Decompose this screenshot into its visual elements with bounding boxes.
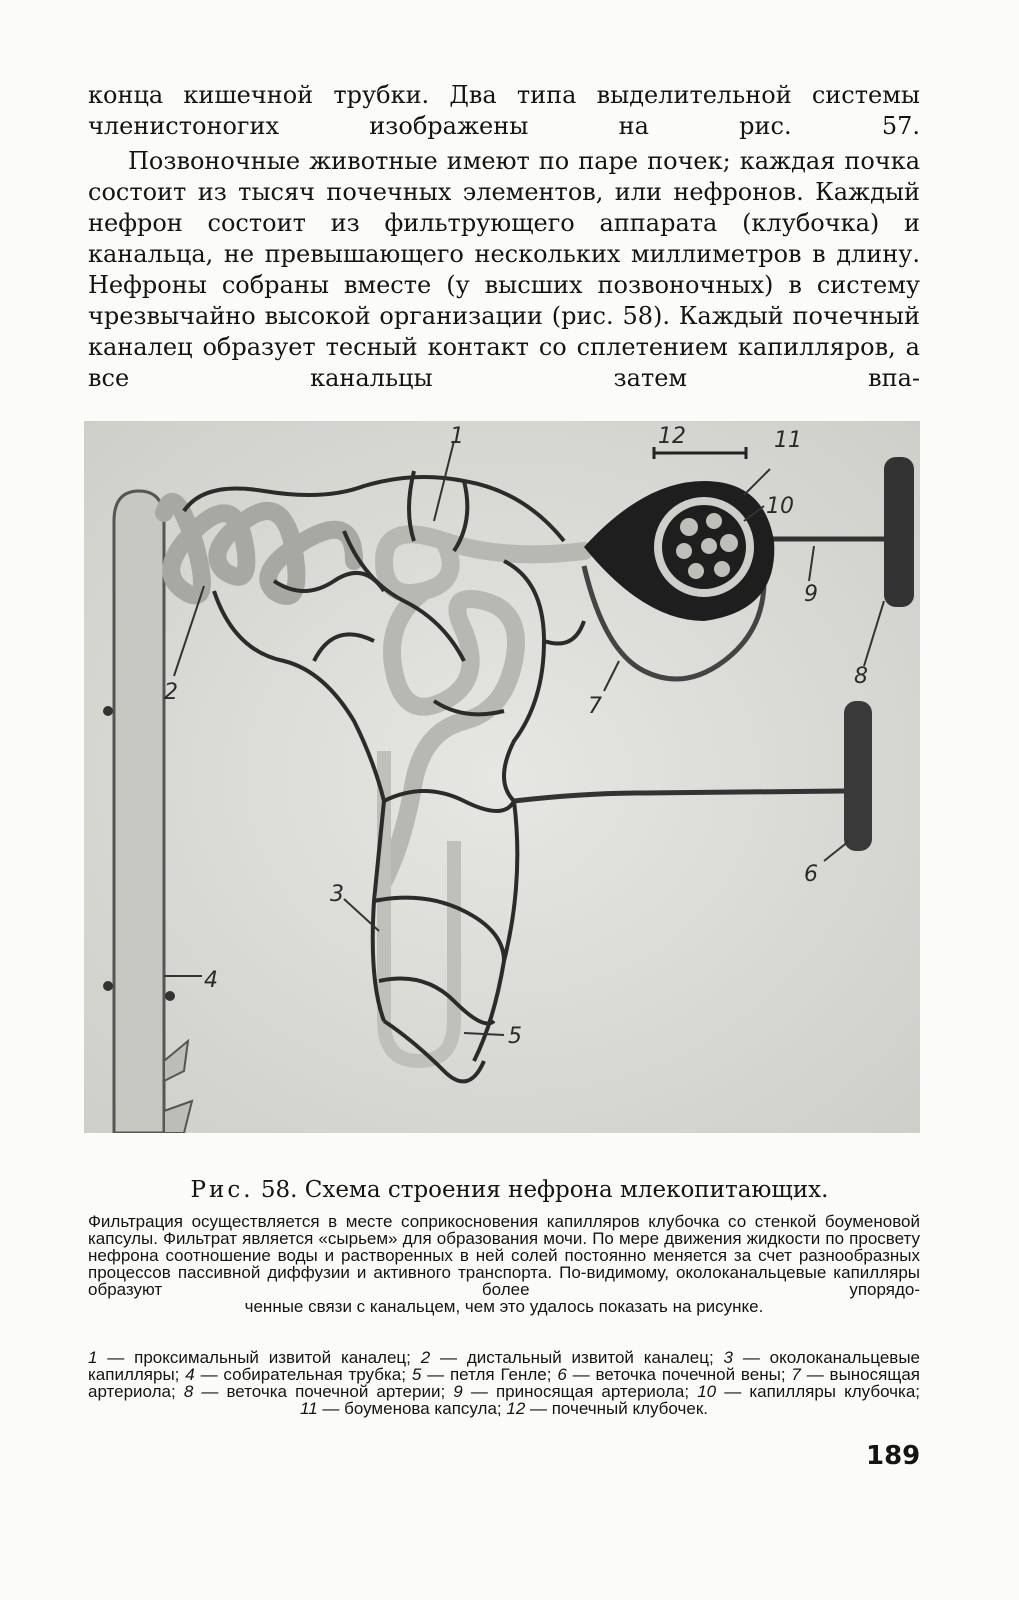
figure-label-8: 8 (854, 664, 868, 689)
nephron-illustration (84, 421, 920, 1133)
caption-title-text: 58. Схема строения нефрона млекопитающих. (260, 1177, 829, 1203)
legend-item-text: — капилляры клубочка; (716, 1382, 920, 1401)
legend-item-text: — петля Генле; (421, 1365, 558, 1384)
figure-legend (88, 1349, 920, 1417)
figure-label-4: 4 (204, 968, 218, 993)
legend-item-text: — боуменова капсула; (317, 1399, 507, 1418)
legend-item-number: 5 (411, 1365, 422, 1384)
figure-label-11: 11 (774, 428, 802, 453)
legend-item-text: — веточка почечной вены; (566, 1365, 792, 1384)
legend-item-number: 1 (88, 1348, 98, 1367)
legend-item-number: 3 (723, 1348, 733, 1367)
legend-item (506, 1399, 708, 1418)
figure-label-10: 10 (766, 494, 794, 519)
figure-label-1: 1 (450, 424, 464, 449)
caption-prefix: Рис. (190, 1177, 254, 1203)
caption-body-text: Фильтрация осуществляется в месте соприкосновения капилляров клубочка со стенкой боуменовой капсулы. Фильтрат является «сырьем» для образования мочи. По мере движения жидкости по просвету нефрона соотношение воды и растворенных в ней солей постоянно меняется за счет разнообразных процессов пассивной диффузии и активного транспорта. По-видимому, околоканальцевые капилляры образуют более упорядо- (88, 1212, 920, 1299)
legend-item-number: 11 (300, 1399, 318, 1418)
legend-item-number: 7 (791, 1365, 801, 1384)
paragraph-2: Позвоночные животные имеют по паре почек; каждая почка состоит из тысяч почечных элементов, или нефронов. Каждый нефрон состоит из фильтрующего аппарата (клубочка) и канальца, не превышающего нескольких миллиметров в длину. Нефроны собраны вместе (у высших позвоночных) в систему чрезвычайно высокой организации (рис. 58). Каждый почечный каналец образует тесный контакт со сплетением капилляров, а все канальцы затем впа- (88, 147, 920, 392)
figure-label-3: 3 (330, 882, 344, 907)
legend-item (697, 1382, 920, 1401)
legend-item-text: — проксимальный извитой каналец; (97, 1348, 421, 1367)
legend-item-text: — дистальный извитой каналец; (430, 1348, 724, 1367)
legend-item-number: 12 (506, 1399, 526, 1418)
legend-item-text: — приносящая артериола; (462, 1382, 698, 1401)
legend-item-number: 6 (557, 1365, 567, 1384)
caption-body-last-line: ченные связи с канальцем, чем это удалось показать на рисунке. (244, 1297, 764, 1316)
page-number: 189 (866, 1441, 921, 1471)
legend-main (88, 1348, 920, 1401)
collecting-duct (114, 491, 164, 1133)
legend-item-text: — выносящая артериола; (88, 1365, 920, 1401)
paragraph-1: конца кишечной трубки. Два типа выделительной системы членистоногих изображены на рис. 57. (88, 81, 920, 140)
legend-item-text: — собирательная трубка; (194, 1365, 412, 1384)
figure-label-12: 12 (658, 424, 686, 449)
figure-label-6: 6 (804, 862, 818, 887)
figure-caption-body (88, 1213, 920, 1315)
figure-label-9: 9 (804, 582, 818, 607)
legend-item-number: 8 (183, 1382, 194, 1401)
figure-label-7: 7 (588, 694, 602, 719)
legend-item-number: 9 (453, 1382, 463, 1401)
legend-item-number: 4 (185, 1365, 195, 1384)
legend-item-text: — околоканальцевые капилляры; (88, 1348, 920, 1384)
legend-item-number: 2 (420, 1348, 431, 1367)
legend-item (300, 1399, 506, 1418)
figure-caption-title (0, 1177, 1019, 1203)
legend-last-line (88, 1400, 920, 1417)
nephron-figure (84, 421, 920, 1133)
figure-label-5: 5 (508, 1024, 522, 1049)
legend-item-text: — почечный клубочек. (525, 1399, 708, 1418)
legend-item-number: 10 (697, 1382, 717, 1401)
figure-label-2: 2 (164, 680, 178, 705)
legend-item-text: — веточка почечной артерии; (193, 1382, 454, 1401)
